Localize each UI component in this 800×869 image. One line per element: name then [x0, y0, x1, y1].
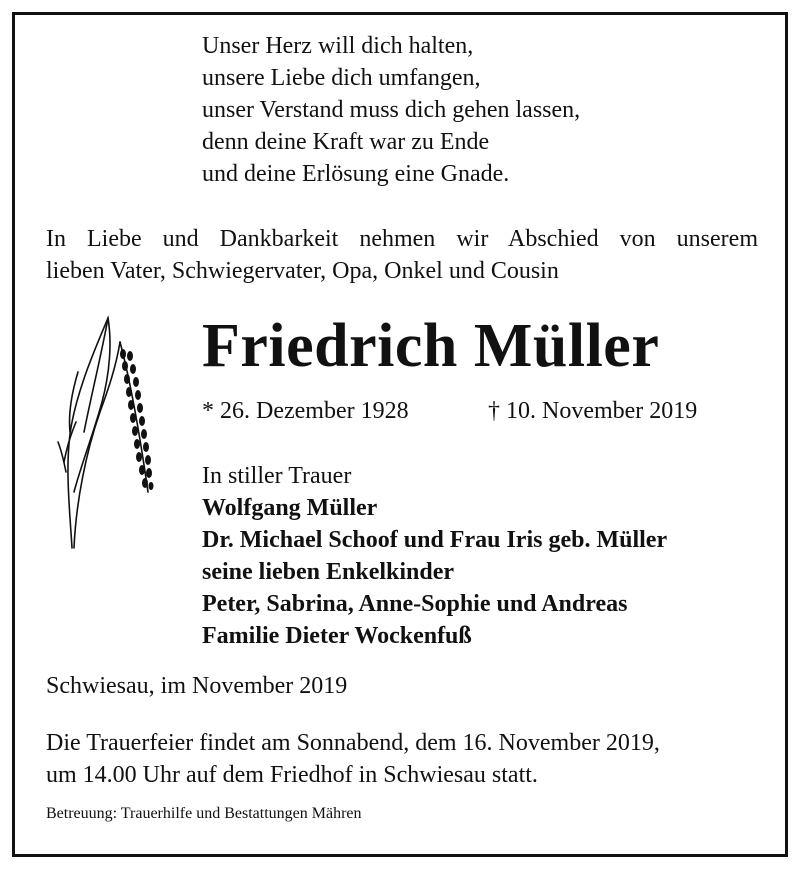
wheat-ear-illustration [50, 312, 160, 552]
mourner-name: Dr. Michael Schoof und Frau Iris geb. Müller [202, 527, 668, 553]
deceased-name: Friedrich Müller [202, 312, 660, 380]
intro-line-1: In Liebe und Dankbarkeit nehmen wir Abschied von unserem [46, 226, 758, 252]
service-line: Die Trauerfeier findet am Sonnabend, dem 16. November 2019, [46, 730, 660, 756]
mourner-name: seine lieben Enkelkinder [202, 559, 455, 585]
mourners-heading: In stiller Trauer [202, 463, 352, 489]
poem-line: Unser Herz will dich halten, [202, 33, 474, 59]
service-info [46, 727, 660, 791]
poem-line: denn deine Kraft war zu Ende [202, 129, 490, 155]
mourner-name: Peter, Sabrina, Anne-Sophie und Andreas [202, 591, 628, 617]
intro-line-2: lieben Vater, Schwiegervater, Opa, Onkel und Cousin [46, 258, 559, 284]
poem-line: unsere Liebe dich umfangen, [202, 65, 481, 91]
mourner-name: Familie Dieter Wockenfuß [202, 623, 472, 649]
funeral-home-credit: Betreuung: Trauerhilfe und Bestattungen Mähren [46, 805, 362, 822]
birth-date: * 26. Dezember 1928 [202, 398, 409, 424]
poem-line: und deine Erlösung eine Gnade. [202, 161, 510, 187]
poem-line: unser Verstand muss dich gehen lassen, [202, 97, 581, 123]
mourners-block [202, 460, 667, 652]
mourner-name: Wolfgang Müller [202, 495, 378, 521]
death-date: † 10. November 2019 [488, 398, 698, 424]
service-line: um 14.00 Uhr auf dem Friedhof in Schwiesau statt. [46, 762, 538, 788]
place-date: Schwiesau, im November 2019 [46, 673, 348, 699]
poem [202, 30, 580, 190]
